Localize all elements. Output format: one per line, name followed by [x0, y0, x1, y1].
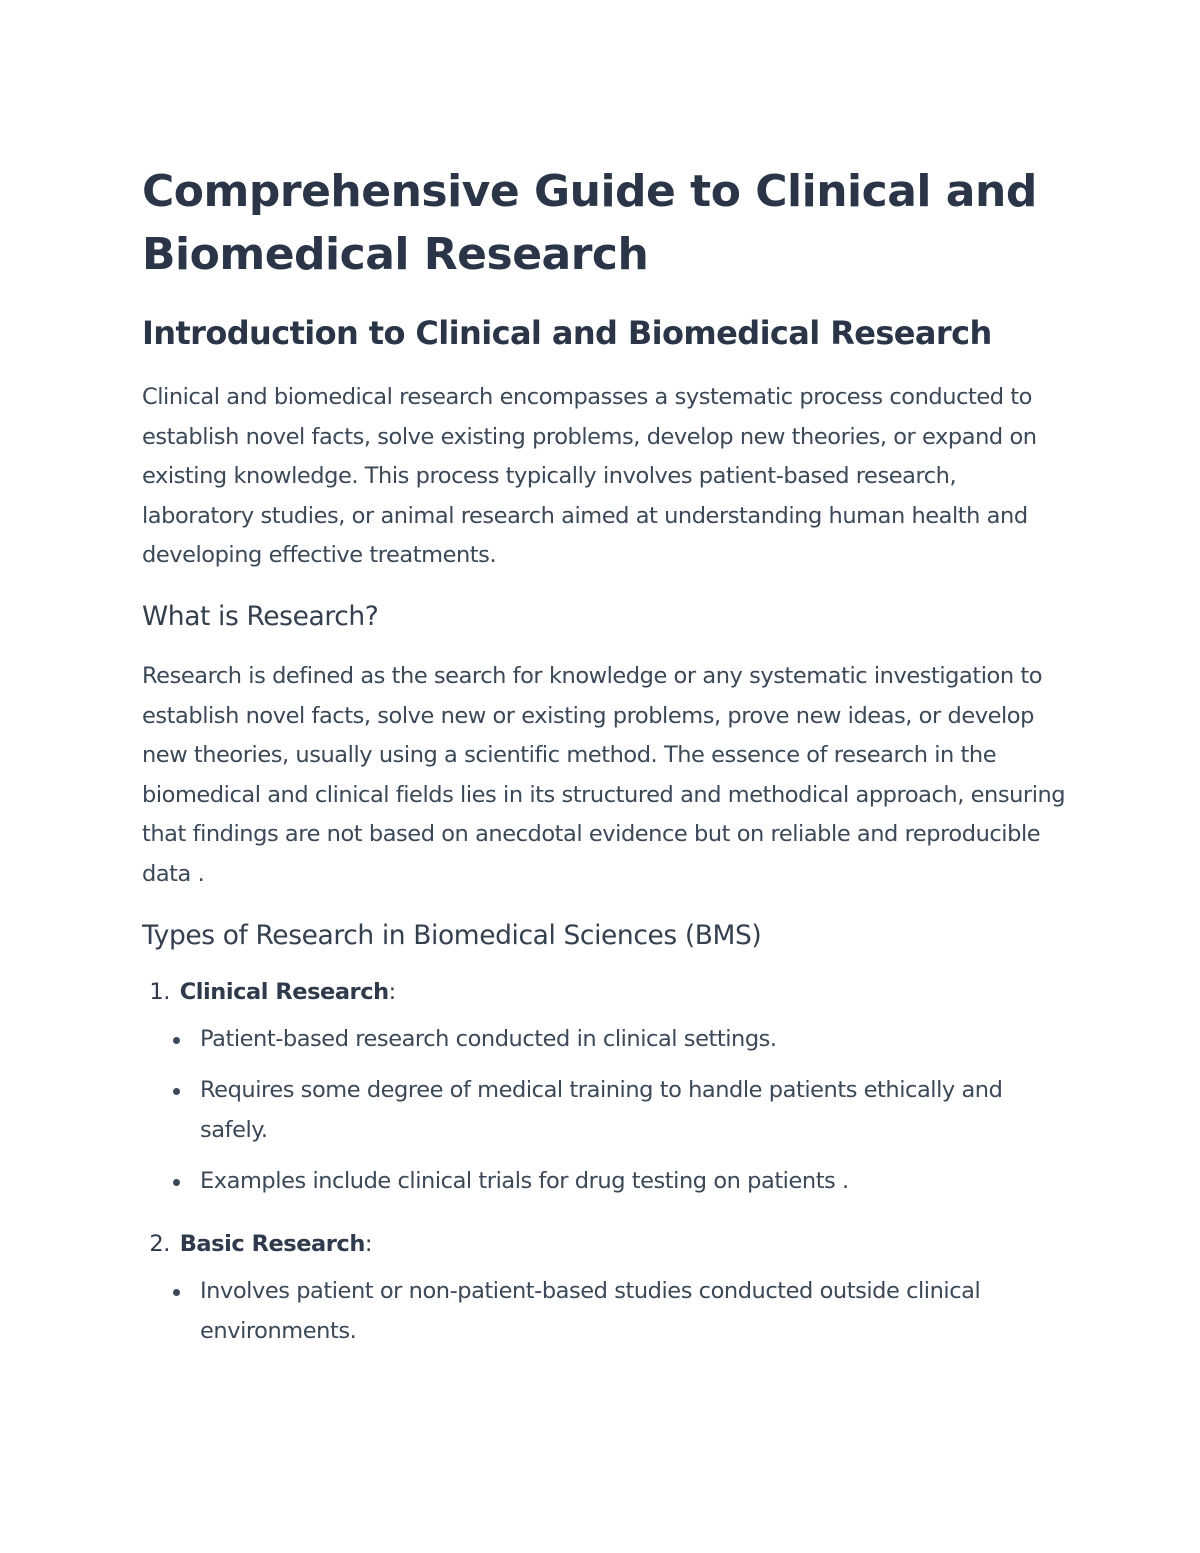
list-number: 1. — [149, 978, 170, 1005]
list-item-suffix: : — [388, 978, 396, 1005]
list-item-suffix: : — [364, 1230, 373, 1257]
bullet-item — [200, 1162, 1067, 1214]
bullet-text: Involves patient or non-patient-based studies conducted outside clinical environments. — [200, 1277, 981, 1344]
bullet-text: Examples include clinical trials for drug testing on patients . — [200, 1168, 849, 1195]
list-item-label: Basic Research — [179, 1230, 365, 1257]
bullet-dot-icon — [173, 1037, 180, 1044]
list-item-clinical-research — [142, 972, 1067, 1214]
basic-research-bullets — [142, 1272, 1067, 1363]
document-page — [142, 160, 1067, 1363]
clinical-research-bullets — [142, 1020, 1067, 1214]
research-types-list — [142, 972, 1067, 1364]
bullet-item — [200, 1272, 1067, 1363]
bullet-dot-icon — [173, 1179, 180, 1186]
subheading-what-is-research: What is Research? — [142, 600, 379, 632]
subheading-types-of-research: Types of Research in Biomedical Sciences (BMS) — [142, 919, 762, 951]
what-is-research-paragraph: Research is defined as the search for knowledge or any systematic investigation to establish novel facts, solve new or existing problems, prove new ideas, or develop new theories, usually using a scientific method. The essence of research in the biomedical and clinical fields lies in its structured and methodical approach, ensuring that findings are not based on anecdotal evidence but on reliable and reproducible data . — [142, 662, 1066, 887]
section-heading-introduction: Introduction to Clinical and Biomedical Research — [142, 314, 992, 352]
intro-paragraph: Clinical and biomedical research encompasses a systematic process conducted to establish novel facts, solve existing problems, develop new theories, or expand on existing knowledge. This process typically involves patient-based research, laboratory studies, or animal research aimed at understanding human health and developing effective treatments. — [142, 384, 1037, 569]
bullet-dot-icon — [173, 1289, 180, 1296]
bullet-text: Patient-based research conducted in clinical settings. — [200, 1025, 777, 1052]
document-title: Comprehensive Guide to Clinical and Biomedical Research — [142, 166, 1037, 280]
list-item-heading — [142, 1224, 1067, 1264]
bullet-item — [200, 1020, 1067, 1072]
list-item-basic-research — [142, 1224, 1067, 1363]
bullet-text: Requires some degree of medical training to handle patients ethically and safely. — [200, 1077, 1003, 1143]
list-item-heading — [142, 972, 1067, 1012]
list-number: 2. — [149, 1230, 170, 1257]
bullet-item — [200, 1071, 1067, 1162]
bullet-dot-icon — [173, 1088, 180, 1095]
list-item-label: Clinical Research — [179, 978, 389, 1005]
